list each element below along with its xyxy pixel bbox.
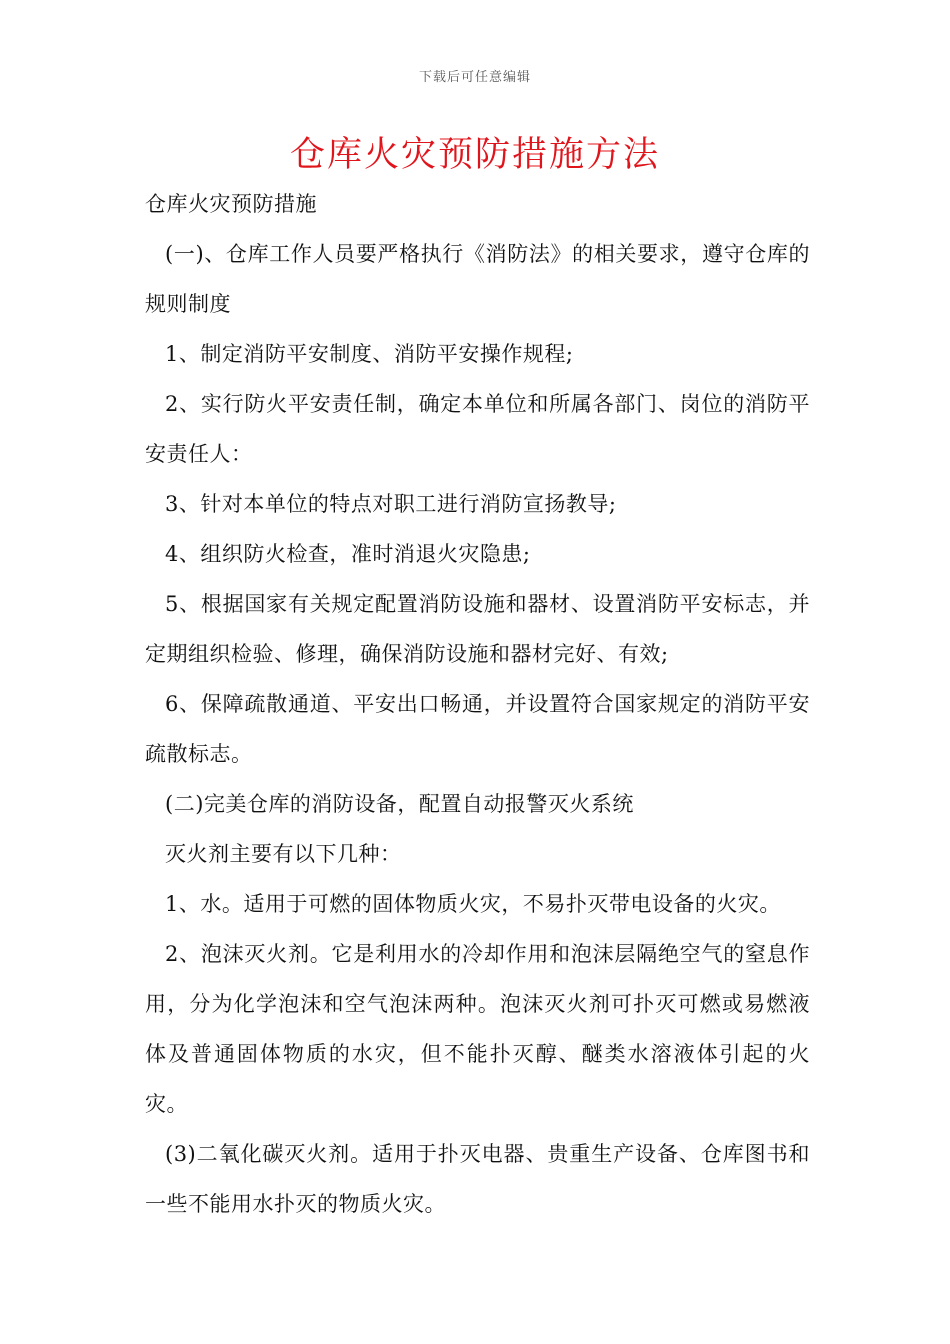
paragraph: (3)二氧化碳灭火剂。适用于扑灭电器、贵重生产设备、仓库图书和一些不能用水扑灭的物质火灾。 <box>145 1142 810 1216</box>
paragraph: 2、实行防火平安责任制，确定本单位和所属各部门、岗位的消防平安责任人： <box>145 392 810 466</box>
header-note: 下载后可任意编辑 <box>418 70 531 85</box>
paragraph: 1、水。适用于可燃的固体物质火灾，不易扑灭带电设备的火灾。 <box>165 892 781 916</box>
document-title: 仓库火灾预防措施方法 <box>289 135 660 175</box>
paragraph: 6、保障疏散通道、平安出口畅通，并设置符合国家规定的消防平安疏散标志。 <box>145 692 810 766</box>
paragraph: 灭火剂主要有以下几种： <box>165 842 402 866</box>
paragraph: 5、根据国家有关规定配置消防设施和器材、设置消防平安标志，并定期组织检验、修理，确保消防设施和器材完好、有效; <box>145 592 810 666</box>
paragraph: 4、组织防火检查，准时消退火灾隐患; <box>165 542 531 566</box>
paragraph: (二)完美仓库的消防设备，配置自动报警灭火系统 <box>165 792 634 816</box>
paragraph: 仓库火灾预防措施 <box>145 192 317 216</box>
paragraph: 3、针对本单位的特点对职工进行消防宣扬教导; <box>165 492 617 516</box>
paragraph: (一)、仓库工作人员要严格执行《消防法》的相关要求，遵守仓库的规则制度 <box>145 242 810 316</box>
paragraph: 2、泡沫灭火剂。它是利用水的冷却作用和泡沫层隔绝空气的窒息作用，分为化学泡沫和空气泡沫两种。泡沫灭火剂可扑灭可燃或易燃液体及普通固体物质的水灾，但不能扑灭醇、醚类水溶液体引起的火灾。 <box>145 942 810 1116</box>
paragraph: 1、制定消防平安制度、消防平安操作规程; <box>165 342 574 366</box>
document-body <box>145 179 810 1229</box>
